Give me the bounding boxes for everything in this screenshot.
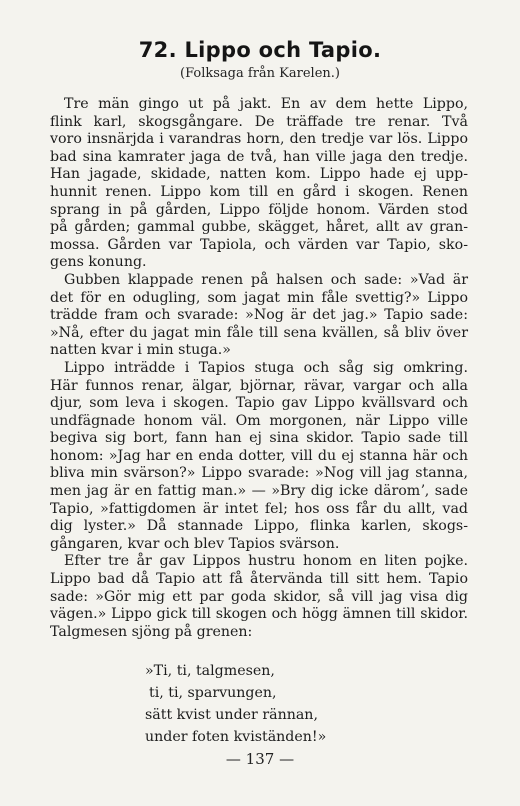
text-line: mossa. Gården var Tapiola, och värden var Tapio, sko- — [50, 236, 468, 253]
page-number: — 137 — — [225, 750, 295, 768]
text-line: Lippo bad då Tapio att få återvända till sitt hem. Tapio — [50, 571, 468, 588]
text-line: hunnit renen. Lippo kom till en gård i skogen. Renen — [50, 183, 468, 200]
text-line: Gubben klappade renen på halsen och sade: »Vad är — [64, 271, 468, 288]
text-line: Han jagade, skidade, natten kom. Lippo hade ej upp- — [50, 166, 468, 183]
text-line: trädde fram och svarade: »Nog är det jag.» Tapio sade: — [50, 307, 468, 324]
poem-verse — [145, 660, 445, 748]
story-body — [50, 96, 468, 641]
text-line: gångaren, kvar och blev Tapios svärson. — [50, 535, 340, 552]
text-line: djur, som leva i skogen. Tapio gav Lippo kvällsvard och — [50, 395, 468, 412]
text-line: Tapio, »fattigdomen är intet fel; hos oss får du allt, vad — [50, 500, 468, 517]
poem-line: under foten kviständen!» — [145, 729, 327, 745]
text-line: voro insnärjda i varandras horn, den tredje var lös. Lippo — [50, 131, 468, 148]
text-line: honom: »Jag har en enda dotter, vill du ej stanna här och — [50, 447, 468, 464]
poem-line: »Ti, ti, talgmesen, — [145, 663, 275, 679]
text-line: begiva sig bort, fann han ej sina skidor. Tapio sade till — [50, 430, 468, 447]
text-line: flink karl, skogsgångare. De träffade tre renar. Två — [50, 113, 468, 130]
text-line: sprang in på gården, Lippo följde honom. Värden stod — [50, 201, 468, 218]
poem-line: ti, ti, sparvungen, — [149, 685, 277, 701]
text-line: men jag är en fattig man.» — »Bry dig icke däromʼ, sade — [50, 483, 468, 500]
story-subtitle: (Folksaga från Karelen.) — [180, 66, 340, 81]
text-line: Talgmesen sjöng på grenen: — [50, 623, 253, 640]
text-line: bliva min svärson?» Lippo svarade: »Nog vill jag stanna, — [50, 465, 468, 482]
text-line: natten kvar i min stuga.» — [50, 342, 231, 359]
text-line: det för en odugling, som jagat min fåle svettig?» Lippo — [50, 289, 468, 306]
text-line: Tre män gingo ut på jakt. En av dem hette Lippo, — [64, 96, 468, 112]
text-line: Här funnos renar, älgar, björnar, rävar, vargar och alla — [50, 377, 468, 394]
text-line: dig lyster.» Då stannade Lippo, flinka karlen, skogs- — [50, 518, 468, 535]
text-line: undfägnade honom väl. Om morgonen, när Lippo ville — [50, 412, 468, 429]
text-line: »Nå, efter du jagat min fåle till sena kvällen, så bliv över — [50, 324, 468, 341]
text-line: vägen.» Lippo gick till skogen och högg ämnen till skidor. — [50, 606, 468, 623]
text-line: Efter tre år gav Lippos hustru honom en liten pojke. — [64, 553, 468, 570]
poem-line: sätt kvist under rännan, — [145, 707, 318, 723]
text-line: Lippo inträdde i Tapios stuga och såg sig omkring. — [64, 359, 468, 376]
text-line: gens konung. — [50, 254, 147, 271]
text-line: sade: »Gör mig ett par goda skidor, så vill jag visa dig — [50, 588, 468, 605]
text-line: bad sina kamrater jaga de två, han ville jaga den tredje. — [50, 148, 468, 165]
text-line: på gården; gammal gubbe, skägget, håret, allt av gran- — [50, 219, 468, 236]
story-title: 72. Lippo och Tapio. — [138, 38, 382, 62]
